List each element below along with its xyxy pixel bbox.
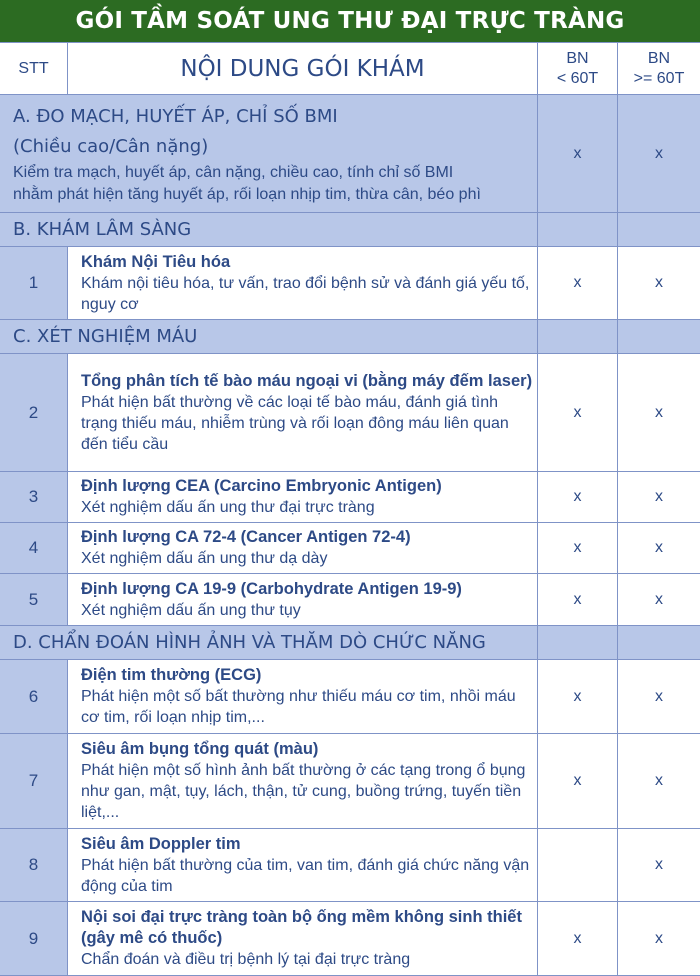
header-under-60-line2: < 60T	[556, 69, 599, 87]
item-3-title: Định lượng CEA (Carcino Embryonic Antigen)	[81, 477, 442, 495]
header-over-60	[618, 43, 700, 95]
item-1-desc: Khám nội tiêu hóa, tư vấn, trao đổi bệnh sử và đánh giá yếu tố, nguy cơ	[81, 274, 530, 313]
section-c-title: C. XÉT NGHIỆM MÁU	[0, 320, 538, 354]
item-1-stt: 1	[0, 247, 68, 320]
item-9-under-60-mark: x	[538, 902, 618, 976]
item-3-under-60-mark: x	[538, 472, 618, 523]
item-6-title: Điện tim thường (ECG)	[81, 666, 262, 684]
item-7-title: Siêu âm bụng tổng quát (màu)	[81, 740, 319, 758]
section-d-over-60	[618, 626, 700, 660]
item-2-over-60-mark: x	[618, 354, 700, 472]
item-1-under-60-mark: x	[538, 247, 618, 320]
section-b-under-60	[538, 213, 618, 247]
item-8-over-60-mark: x	[618, 829, 700, 902]
item-5-over-60-mark: x	[618, 574, 700, 626]
item-9-stt: 9	[0, 902, 68, 976]
section-b-title: B. KHÁM LÂM SÀNG	[0, 213, 538, 247]
section-a-desc-2: nhằm phát hiện tăng huyết áp, rối loạn nhịp tim, thừa cân, béo phì	[13, 185, 481, 203]
section-a-title: A. ĐO MẠCH, HUYẾT ÁP, CHỈ SỐ BMI	[13, 105, 338, 127]
item-6-over-60-mark: x	[618, 660, 700, 734]
item-5-title: Định lượng CA 19-9 (Carbohydrate Antigen 19-9)	[81, 579, 462, 598]
header-under-60	[538, 43, 618, 95]
item-4-content	[68, 523, 538, 574]
item-3-over-60-mark: x	[618, 472, 700, 523]
item-7-content	[68, 734, 538, 829]
section-a-desc-1: Kiểm tra mạch, huyết áp, cân nặng, chiều cao, tính chỉ số BMI	[13, 163, 454, 181]
header-over-60-line1: BN	[647, 49, 671, 67]
section-d-title: D. CHẨN ĐOÁN HÌNH ẢNH VÀ THĂM DÒ CHỨC NĂNG	[0, 626, 538, 660]
item-4-desc: Xét nghiệm dấu ấn ung thư dạ dày	[81, 550, 328, 567]
item-5-stt: 5	[0, 574, 68, 626]
item-4-stt: 4	[0, 523, 68, 574]
item-1-title: Khám Nội Tiêu hóa	[81, 252, 231, 271]
item-5-under-60-mark: x	[538, 574, 618, 626]
item-2-stt: 2	[0, 354, 68, 472]
item-4-title: Định lượng CA 72-4 (Cancer Antigen 72-4)	[81, 528, 411, 546]
item-2-title: Tổng phân tích tế bào máu ngoại vi (bằng máy đếm laser)	[81, 371, 533, 390]
section-d-under-60	[538, 626, 618, 660]
item-7-over-60-mark: x	[618, 734, 700, 829]
item-6-content	[68, 660, 538, 734]
header-stt: STT	[0, 43, 68, 95]
item-9-content	[68, 902, 538, 976]
header-content: NỘI DUNG GÓI KHÁM	[68, 43, 538, 95]
item-9-over-60-mark: x	[618, 902, 700, 976]
item-8-desc: Phát hiện bất thường của tim, van tim, đánh giá chức năng vận động của tim	[81, 856, 530, 895]
item-8-stt: 8	[0, 829, 68, 902]
item-2-desc: Phát hiện bất thường về các loại tế bào máu, đánh giá tình trạng thiếu máu, nhiễm trùng và rối loạn đông máu liên quan đến tiểu cầu	[81, 393, 509, 453]
item-6-under-60-mark: x	[538, 660, 618, 734]
item-8-content	[68, 829, 538, 902]
item-4-under-60-mark: x	[538, 523, 618, 574]
package-table	[0, 42, 700, 976]
item-6-desc: Phát hiện một số bất thường như thiếu máu cơ tim, nhồi máu cơ tim, rối loạn nhịp tim,...	[81, 688, 516, 726]
item-3-stt: 3	[0, 472, 68, 523]
item-9-desc: Chẩn đoán và điều trị bệnh lý tại đại trực tràng	[81, 951, 411, 968]
section-a-under-60-mark: x	[538, 95, 618, 213]
item-6-stt: 6	[0, 660, 68, 734]
item-9-title: Nội soi đại trực tràng toàn bộ ống mềm không sinh thiết (gây mê có thuốc)	[81, 908, 522, 947]
page-title: GÓI TẦM SOÁT UNG THƯ ĐẠI TRỰC TRÀNG	[0, 0, 700, 42]
item-2-under-60-mark: x	[538, 354, 618, 472]
item-7-stt: 7	[0, 734, 68, 829]
item-1-over-60-mark: x	[618, 247, 700, 320]
item-5-content	[68, 574, 538, 626]
item-3-content	[68, 472, 538, 523]
section-a	[0, 95, 538, 213]
section-b-over-60	[618, 213, 700, 247]
item-4-over-60-mark: x	[618, 523, 700, 574]
item-7-under-60-mark: x	[538, 734, 618, 829]
item-8-under-60-mark	[538, 829, 618, 902]
item-3-desc: Xét nghiệm dấu ấn ung thư đại trực tràng	[81, 499, 375, 516]
item-5-desc: Xét nghiệm dấu ấn ung thư tụy	[81, 601, 301, 619]
item-7-desc: Phát hiện một số hình ảnh bất thường ở các tạng trong ổ bụng như gan, mật, tụy, lách, thận, tử cung, buồng trứng, tuyến tiền liệt,...	[81, 762, 526, 821]
item-8-title: Siêu âm Doppler tim	[81, 834, 241, 853]
header-under-60-line1: BN	[566, 49, 589, 67]
section-c-over-60	[618, 320, 700, 354]
section-a-subtitle: (Chiều cao/Cân nặng)	[13, 135, 209, 157]
section-c-under-60	[538, 320, 618, 354]
header-over-60-line2: >= 60T	[633, 69, 685, 87]
section-a-over-60-mark: x	[618, 95, 700, 213]
item-1-content	[68, 247, 538, 320]
item-2-content	[68, 354, 538, 472]
